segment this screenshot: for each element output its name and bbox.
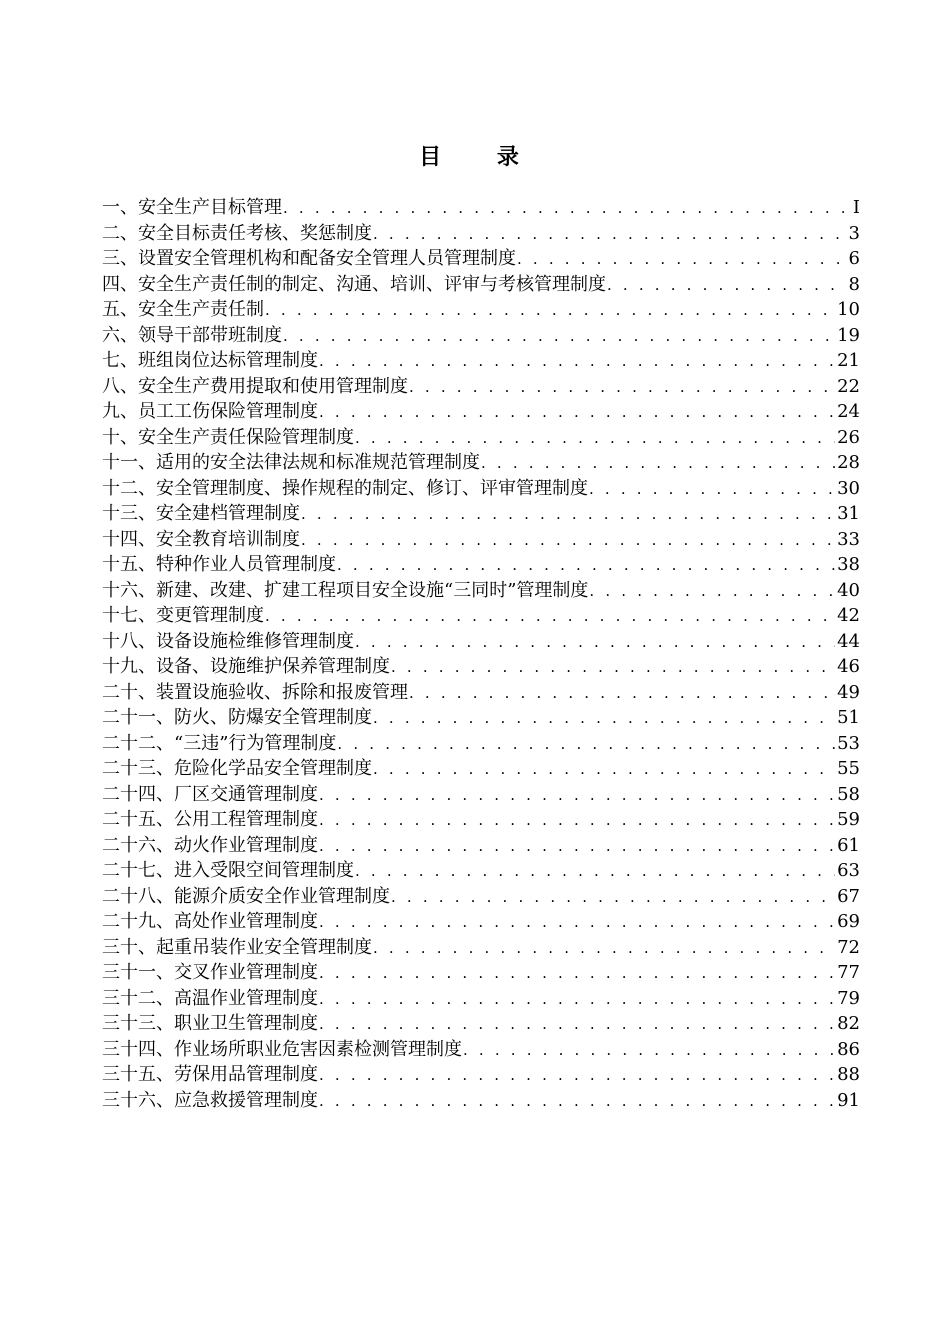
toc-entry[interactable] — [102, 552, 860, 578]
toc-dot-leader — [589, 477, 835, 502]
toc-dot-leader — [355, 859, 835, 884]
toc-dot-leader — [481, 451, 835, 476]
toc-entry-label: 二十八、能源介质安全作业管理制度 — [102, 885, 390, 907]
toc-entry-label: 三十、起重吊装作业安全管理制度 — [102, 936, 372, 958]
toc-entry[interactable] — [102, 221, 860, 247]
toc-entry-page-number: 8 — [848, 273, 860, 295]
toc-dot-leader — [355, 426, 835, 451]
toc-entry-page-number: 3 — [848, 222, 860, 244]
toc-dot-leader — [319, 834, 835, 859]
toc-entry-label: 二、安全目标责任考核、奖惩制度 — [102, 222, 372, 244]
toc-entry-page-number: 69 — [837, 911, 860, 932]
toc-entry-page-number: 91 — [837, 1089, 860, 1111]
toc-entry-page-number: 40 — [837, 579, 860, 601]
toc-entry-label: 三十二、高温作业管理制度 — [102, 987, 318, 1009]
toc-entry-page-number: 30 — [837, 477, 860, 499]
toc-entry-label: 八、安全生产费用提取和使用管理制度 — [102, 375, 408, 397]
toc-dot-leader — [319, 987, 835, 1012]
toc-entry[interactable] — [102, 323, 860, 349]
toc-entry-label: 十六、新建、改建、扩建工程项目安全设施“三同时”管理制度 — [102, 579, 589, 601]
toc-entry-label: 二十五、公用工程管理制度 — [102, 809, 318, 830]
toc-entry-label: 十二、安全管理制度、操作规程的制定、修订、评审管理制度 — [102, 477, 588, 499]
toc-entry[interactable] — [102, 680, 860, 706]
toc-dot-leader — [373, 757, 835, 782]
toc-dot-leader — [337, 553, 835, 578]
toc-entry-page-number: 53 — [837, 732, 860, 754]
toc-dot-leader — [283, 324, 835, 349]
toc-dot-leader — [517, 247, 847, 272]
toc-entry-page-number: 21 — [837, 350, 860, 371]
toc-entry-label: 三十三、职业卫生管理制度 — [102, 1013, 318, 1034]
toc-entry-label: 二十三、危险化学品安全管理制度 — [102, 758, 372, 779]
toc-entry[interactable] — [102, 450, 860, 476]
toc-entry-page-number: 59 — [837, 809, 860, 830]
toc-entry-label: 二十、装置设施验收、拆除和报废管理 — [102, 681, 408, 703]
toc-entry-label: 二十七、进入受限空间管理制度 — [102, 860, 354, 881]
toc-entry-page-number: 31 — [837, 503, 860, 524]
toc-entry-page-number: 42 — [837, 605, 860, 626]
toc-entry-page-number: 51 — [837, 707, 860, 728]
toc-entry-page-number: 61 — [837, 834, 860, 856]
toc-dot-leader — [391, 655, 835, 680]
toc-entry[interactable] — [102, 833, 860, 859]
toc-entry-label: 十九、设备、设施维护保养管理制度 — [102, 656, 390, 677]
toc-entry[interactable] — [102, 1062, 860, 1088]
toc-entry-label: 七、班组岗位达标管理制度 — [102, 350, 318, 371]
toc-dot-leader — [265, 298, 835, 323]
toc-dot-leader — [373, 706, 835, 731]
toc-dot-leader — [319, 910, 835, 935]
toc-entry-label: 一、安全生产目标管理 — [102, 197, 282, 218]
toc-entry-page-number: 55 — [837, 758, 860, 779]
toc-entry-label: 二十九、高处作业管理制度 — [102, 911, 318, 932]
toc-entry-page-number: 63 — [837, 860, 860, 881]
toc-dot-leader — [283, 196, 851, 221]
toc-entry-page-number: 24 — [837, 401, 860, 422]
toc-entry[interactable] — [102, 654, 860, 680]
toc-dot-leader — [463, 1038, 835, 1063]
toc-entry[interactable] — [102, 195, 860, 221]
toc-entry-page-number: 44 — [837, 630, 860, 652]
toc-entry[interactable] — [102, 1011, 860, 1037]
toc-dot-leader — [319, 783, 835, 808]
toc-dot-leader — [589, 579, 835, 604]
toc-entry-label: 二十一、防火、防爆安全管理制度 — [102, 707, 372, 728]
toc-entry[interactable] — [102, 629, 860, 655]
toc-entry[interactable] — [102, 884, 860, 910]
toc-dot-leader — [373, 222, 847, 247]
toc-dot-leader — [301, 502, 835, 527]
toc-entry-page-number: 49 — [837, 681, 860, 703]
toc-entry[interactable] — [102, 578, 860, 604]
toc-entry[interactable] — [102, 297, 860, 323]
toc-dot-leader — [355, 630, 835, 655]
toc-entry[interactable] — [102, 960, 860, 986]
toc-entry-page-number: 82 — [837, 1013, 860, 1034]
toc-entry-label: 二十二、“三违”行为管理制度 — [102, 732, 337, 754]
toc-entry-label: 十三、安全建档管理制度 — [102, 503, 300, 524]
toc-dot-leader — [319, 400, 835, 425]
toc-entry[interactable] — [102, 603, 860, 629]
toc-entry[interactable] — [102, 272, 860, 298]
toc-entry[interactable] — [102, 731, 860, 757]
toc-entry[interactable] — [102, 501, 860, 527]
toc-entry-page-number: 10 — [837, 299, 860, 320]
toc-entry[interactable] — [102, 1088, 860, 1114]
toc-entry-page-number: 6 — [848, 248, 860, 269]
toc-dot-leader — [319, 961, 835, 986]
toc-entry[interactable] — [102, 527, 860, 553]
toc-entry[interactable] — [102, 782, 860, 808]
toc-entry-page-number: 88 — [837, 1064, 860, 1085]
toc-entry-label: 二十六、动火作业管理制度 — [102, 834, 318, 856]
toc-entry-page-number: 38 — [837, 554, 860, 575]
toc-entry-page-number: I — [852, 197, 860, 218]
toc-entry-page-number: 28 — [837, 452, 860, 473]
toc-entry-page-number: 67 — [837, 885, 860, 907]
toc-entry-label: 四、安全生产责任制的制定、沟通、培训、评审与考核管理制度 — [102, 273, 606, 295]
toc-entry-label: 五、安全生产责任制 — [102, 299, 264, 320]
toc-dot-leader — [319, 1063, 835, 1088]
toc-entry-label: 六、领导干部带班制度 — [102, 324, 282, 346]
toc-entry-page-number: 26 — [837, 426, 860, 448]
toc-entry-label: 九、员工工伤保险管理制度 — [102, 401, 318, 422]
toc-list — [102, 195, 860, 1113]
toc-entry-label: 十、安全生产责任保险管理制度 — [102, 426, 354, 448]
toc-entry-label: 二十四、厂区交通管理制度 — [102, 783, 318, 805]
toc-entry-page-number: 46 — [837, 656, 860, 677]
toc-entry-page-number: 86 — [837, 1038, 860, 1060]
toc-entry-page-number: 72 — [837, 936, 860, 958]
toc-entry-label: 三十四、作业场所职业危害因素检测管理制度 — [102, 1038, 462, 1060]
toc-entry[interactable] — [102, 986, 860, 1012]
toc-entry-page-number: 58 — [837, 783, 860, 805]
toc-dot-leader — [319, 1089, 835, 1114]
toc-dot-leader — [373, 936, 835, 961]
toc-entry[interactable] — [102, 756, 860, 782]
toc-entry[interactable] — [102, 476, 860, 502]
toc-entry-page-number: 22 — [837, 375, 860, 397]
toc-entry[interactable] — [102, 807, 860, 833]
toc-entry-label: 三十六、应急救援管理制度 — [102, 1089, 318, 1111]
toc-dot-leader — [319, 1012, 835, 1037]
toc-entry[interactable] — [102, 399, 860, 425]
toc-dot-leader — [409, 375, 835, 400]
toc-entry-page-number: 33 — [837, 528, 860, 550]
toc-entry-page-number: 19 — [837, 324, 860, 346]
toc-entry[interactable] — [102, 246, 860, 272]
toc-entry-page-number: 79 — [837, 987, 860, 1009]
toc-entry-label: 十一、适用的安全法律法规和标准规范管理制度 — [102, 452, 480, 473]
toc-dot-leader — [337, 732, 835, 757]
toc-title: 目 录 — [419, 144, 543, 170]
toc-dot-leader — [301, 528, 835, 553]
toc-entry-label: 十五、特种作业人员管理制度 — [102, 554, 336, 575]
toc-entry[interactable] — [102, 909, 860, 935]
toc-entry-label: 三、设置安全管理机构和配备安全管理人员管理制度 — [102, 248, 516, 269]
toc-entry[interactable] — [102, 425, 860, 451]
toc-entry[interactable] — [102, 374, 860, 400]
toc-dot-leader — [265, 604, 835, 629]
toc-entry-label: 十四、安全教育培训制度 — [102, 528, 300, 550]
toc-dot-leader — [319, 808, 835, 833]
toc-entry-page-number: 77 — [837, 962, 860, 983]
toc-dot-leader — [409, 681, 835, 706]
toc-entry[interactable] — [102, 858, 860, 884]
toc-entry[interactable] — [102, 1037, 860, 1063]
toc-entry-label: 十八、设备设施检维修管理制度 — [102, 630, 354, 652]
toc-entry-label: 三十一、交叉作业管理制度 — [102, 962, 318, 983]
toc-entry-label: 十七、变更管理制度 — [102, 605, 264, 626]
toc-dot-leader — [319, 349, 835, 374]
toc-entry-label: 三十五、劳保用品管理制度 — [102, 1064, 318, 1085]
toc-dot-leader — [607, 273, 847, 298]
toc-entry[interactable] — [102, 705, 860, 731]
toc-entry[interactable] — [102, 935, 860, 961]
toc-entry[interactable] — [102, 348, 860, 374]
toc-dot-leader — [391, 885, 835, 910]
